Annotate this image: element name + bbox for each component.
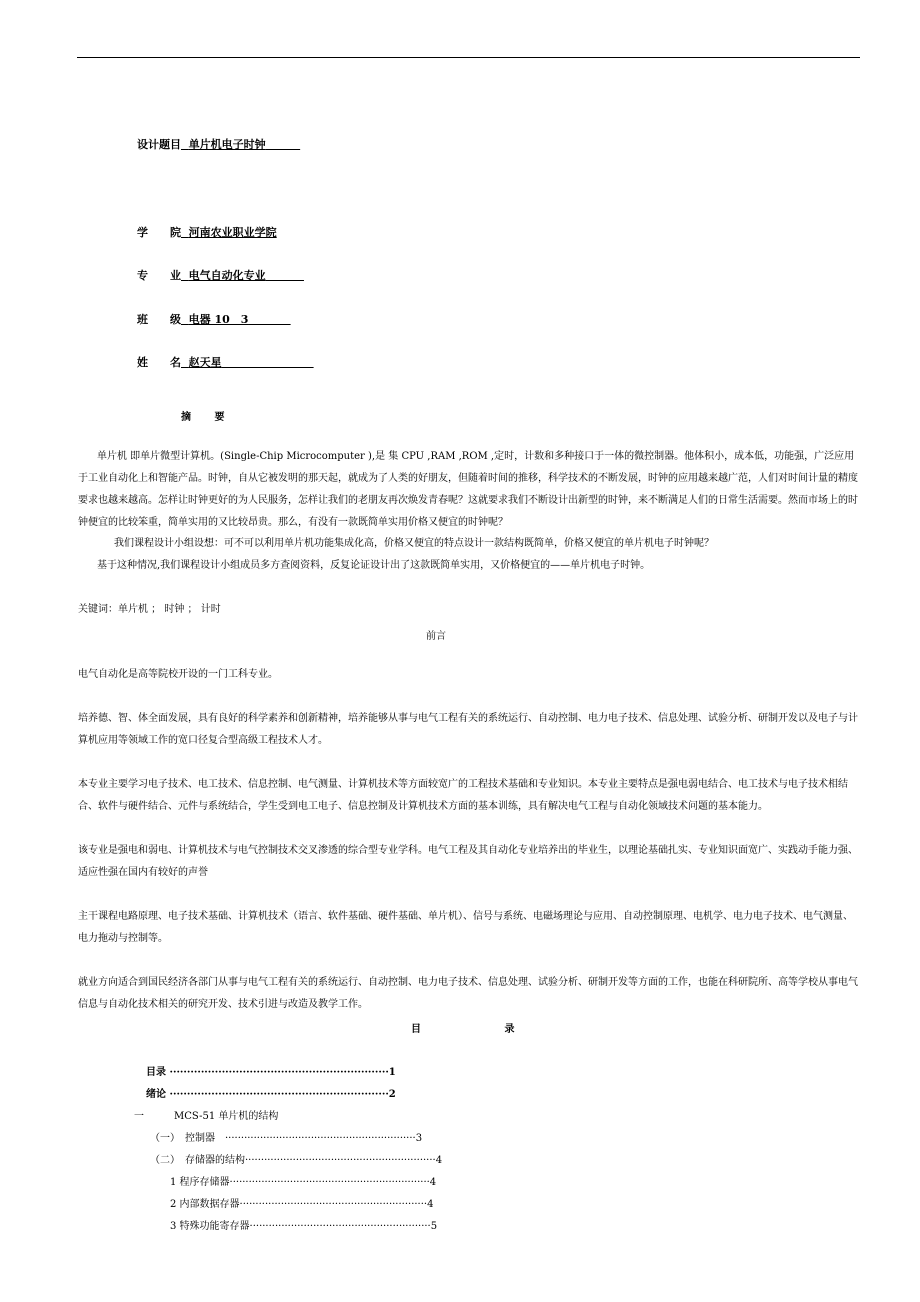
topic-value: 单片机电子时钟 bbox=[188, 138, 266, 151]
toc-item[interactable]: 目录 ·······························································1 bbox=[146, 1067, 396, 1078]
preface-paragraph-2: 培养德、智、体全面发展，具有良好的科学素养和创新精神，培养能够从事与电气工程有关的系统运行、自动控制、电力电子技术、信息处理、试验分析、研制开发以及电子与计算机应用等领域工作的宽口径复合型高级工程技术人才。 bbox=[78, 713, 858, 746]
class-label: 班 级 bbox=[137, 313, 181, 326]
major-label: 专 业 bbox=[137, 269, 181, 282]
abstract-paragraph-3: 基于这种情况,我们课程设计小组成员多方查阅资料，反复论证设计出了这款既简单实用，又价格便宜的——单片机电子时钟。 bbox=[97, 560, 651, 571]
abstract-paragraph-2: 我们课程设计小组设想：可不可以利用单片机功能集成化高，价格又便宜的特点设计一款结构既简单，价格又便宜的单片机电子时钟呢？ bbox=[114, 538, 714, 549]
toc-item[interactable]: 1 程序存储器·······························································4 bbox=[170, 1177, 437, 1188]
college-value: 河南农业职业学院 bbox=[188, 226, 277, 239]
topic-label: 设计题目 bbox=[137, 138, 181, 151]
preface-paragraph-5: 主干课程电路原理、电子技术基础、计算机技术（语言、软件基础、硬件基础、单片机）、信号与系统、电磁场理论与应用、自动控制原理、电机学、电力电子技术、电气测量、电力拖动与控制等。 bbox=[78, 911, 853, 944]
toc-item[interactable]: 2 内部数据存器···························································4 bbox=[170, 1199, 434, 1210]
abstract-paragraph-1: 单片机 即单片微型计算机。(Single-Chip Microcomputer ),是 集 CPU ,RAM ,ROM ,定时，计数和多种接口于一体的微控制器。他体积小，成本低，功能强，广泛应用于工业自动化上和智能产品。时钟，自从它被发明的那天起，就成为了人类的好朋友，但随着时间的推移，科学技术的不断发展，时钟的应用越来越广范，人们对时间计量的精度要求也越来越高。怎样让时钟更好的为人民服务，怎样让我们的老朋友再次焕发青春呢？这就要求我们不断设计出新型的时钟，来不断满足人们的日常生活需要。然而市场上的时钟便宜的比较笨重，简单实用的又比较昂贵。那么，有没有一款既简单实用价格又便宜的时钟呢？ bbox=[78, 451, 858, 528]
cover-major-row bbox=[137, 267, 304, 283]
toc-item[interactable]: 绪论 ·······························································2 bbox=[146, 1089, 396, 1100]
cover-topic-row bbox=[137, 136, 300, 152]
preface-title: 前言 bbox=[426, 631, 446, 642]
cover-college-row bbox=[137, 224, 277, 240]
preface-paragraph-3: 本专业主要学习电子技术、电工技术、信息控制、电气测量、计算机技术等方面较宽广的工程技术基础和专业知识。本专业主要特点是强电弱电结合、电工技术与电子技术相结合、软件与硬件结合、元件与系统结合，学生受到电工电子、信息控制及计算机技术方面的基本训练，具有解决电气工程与自动化领域技术问题的基本能力。 bbox=[78, 779, 848, 812]
toc-item[interactable]: 3 特殊功能寄存器·························································5 bbox=[170, 1221, 438, 1232]
header-rule bbox=[77, 57, 860, 58]
cover-class-row bbox=[137, 311, 291, 327]
preface-paragraph-6: 就业方向适合到国民经济各部门从事与电气工程有关的系统运行、自动控制、电力电子技术、信息处理、试验分析、研制开发等方面的工作，也能在科研院所、高等学校从事电气信息与自动化技术相关的研究开发、技术引进与改造及教学工作。 bbox=[78, 977, 858, 1010]
toc-item[interactable]: （一） 控制器 ····························································3 bbox=[150, 1133, 423, 1144]
major-value: 电气自动化专业 bbox=[188, 269, 266, 282]
abstract-title: 摘 要 bbox=[181, 412, 235, 423]
toc-item[interactable]: 一 MCS-51 单片机的结构 bbox=[134, 1111, 279, 1122]
preface-paragraph-4: 该专业是强电和弱电、计算机技术与电气控制技术交叉渗透的综合型专业学科。电气工程及其自动化专业培养出的毕业生，以理论基础扎实、专业知识面宽广、实践动手能力强、适应性强在国内有较好的声誉 bbox=[78, 845, 858, 878]
toc-item[interactable]: （二） 存储器的结构····························································4 bbox=[150, 1155, 443, 1166]
name-label: 姓 名 bbox=[137, 356, 181, 369]
college-label: 学 院 bbox=[137, 226, 181, 239]
name-value: 赵天星 bbox=[188, 356, 222, 369]
cover-name-row bbox=[137, 354, 314, 370]
preface-paragraph-1: 电气自动化是高等院校开设的一门工科专业。 bbox=[78, 669, 278, 680]
toc-title: 目 录 bbox=[411, 1024, 555, 1035]
class-value: 电器 10 3 bbox=[188, 313, 249, 326]
keywords: 关键词：单片机 ； 时钟 ； 计时 bbox=[78, 604, 221, 615]
